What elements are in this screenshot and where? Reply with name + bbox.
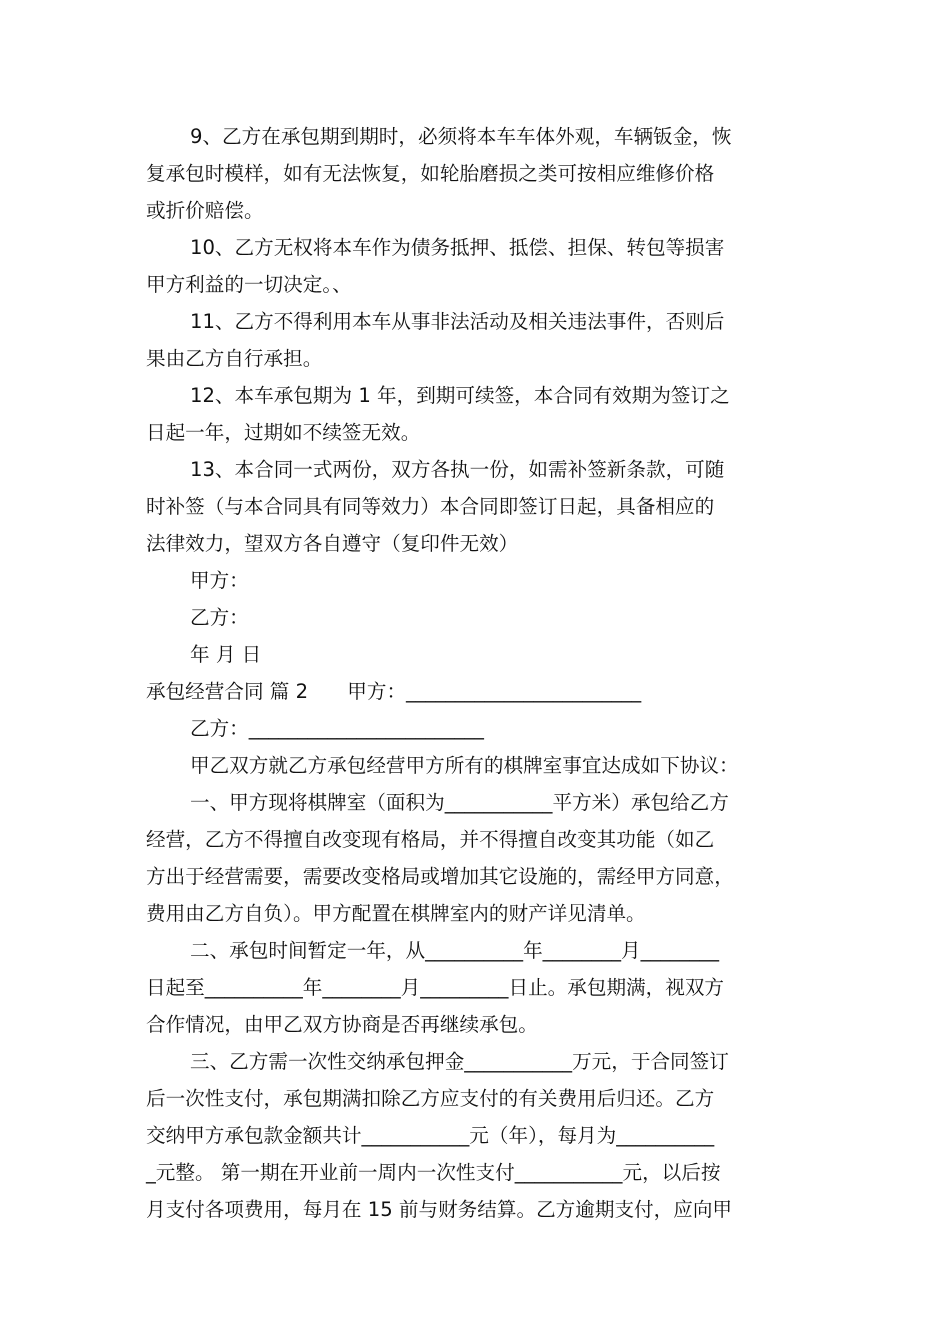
signature-party-b: 乙方： [190,606,249,629]
clause-2-line-1: 二、承包时间暂定一年，从__________年________月________ [190,939,720,962]
contract-2-heading: 承包经营合同 篇 2 甲方：________________________ [146,680,642,703]
paragraph-12-line-1: 12、本车承包期为 1 年，到期可续签，本合同有效期为签订之 [190,384,730,407]
paragraph-13-line-2: 时补签（与本合同具有同等效力）本合同即签订日起，具备相应的 [146,495,715,518]
clause-1-line-4: 费用由乙方自负）。甲方配置在棋牌室内的财产详见清单。 [146,902,646,925]
clause-1-line-1: 一、甲方现将棋牌室（面积为___________平方米）承包给乙方 [190,791,729,814]
paragraph-13-line-3: 法律效力，望双方各自遵守（复印件无效） [146,532,519,555]
clause-2-line-2: 日起至__________年________月_________日止。承包期满，视双方 [146,976,725,999]
clause-3-line-2: 后一次性支付，承包期满扣除乙方应支付的有关费用后归还。乙方 [146,1087,715,1110]
paragraph-9-line-3: 或折价赔偿。 [146,199,264,222]
paragraph-11-line-2: 果由乙方自行承担。 [146,347,323,370]
clause-3-line-1: 三、乙方需一次性交纳承包押金___________万元，于合同签订 [190,1050,729,1073]
contract-2-intro: 甲乙双方就乙方承包经营甲方所有的棋牌室事宜达成如下协议： [190,754,739,777]
clause-3-line-4: _元整。 第一期在开业前一周内一次性支付___________元，以后按 [146,1161,721,1184]
contract-2-party-b: 乙方：________________________ [190,717,484,740]
clause-2-line-3: 合作情况，由甲乙双方协商是否再继续承包。 [146,1013,538,1036]
signature-date: 年 月 日 [190,643,262,666]
clause-3-line-3: 交纳甲方承包款金额共计___________元（年），每月为__________ [146,1124,715,1147]
paragraph-9-line-1: 9、乙方在承包期到期时，必须将本车车体外观，车辆钣金，恢 [190,125,732,148]
clause-1-line-3: 方出于经营需要，需要改变格局或增加其它设施的，需经甲方同意， [146,865,734,888]
paragraph-10-line-1: 10、乙方无权将本车作为债务抵押、抵偿、担保、转包等损害 [190,236,725,259]
paragraph-13-line-1: 13、本合同一式两份，双方各执一份，如需补签新条款，可随 [190,458,725,481]
paragraph-12-line-2: 日起一年，过期如不续签无效。 [146,421,421,444]
clause-3-line-5: 月支付各项费用，每月在 15 前与财务结算。乙方逾期支付，应向甲 [146,1198,733,1221]
paragraph-10-line-2: 甲方利益的一切决定。、 [146,273,352,296]
clause-1-line-2: 经营，乙方不得擅自改变现有格局，并不得擅自改变其功能（如乙 [146,828,715,851]
paragraph-9-line-2: 复承包时模样，如有无法恢复，如轮胎磨损之类可按相应维修价格 [146,162,715,185]
signature-party-a: 甲方： [190,569,249,592]
paragraph-11-line-1: 11、乙方不得利用本车从事非法活动及相关违法事件，否则后 [190,310,725,333]
